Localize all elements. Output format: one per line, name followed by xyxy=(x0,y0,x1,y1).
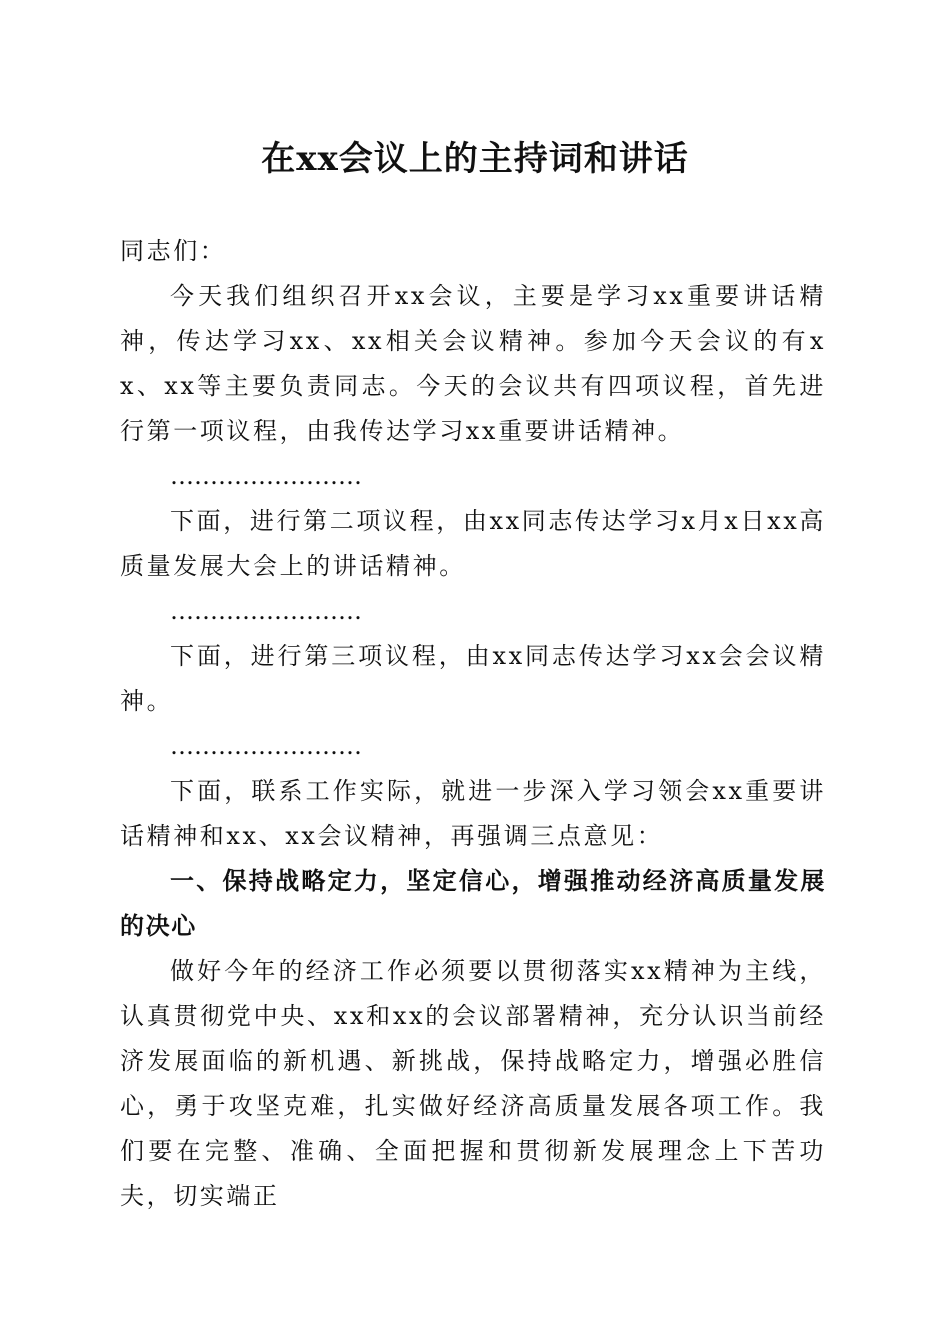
section-heading: 一、保持战略定力，坚定信心，增强推动经济高质量发展的决心 xyxy=(120,867,826,940)
document-title: 在xx会议上的主持词和讲话 xyxy=(261,139,689,179)
ellipsis-separator: …………………… xyxy=(170,597,362,625)
document-body xyxy=(120,229,826,1219)
paragraph-three-points: 下面，联系工作实际，就进一步深入学习领会xx重要讲话精神和xx、xx会议精神，再强调三点意见： xyxy=(120,777,826,850)
paragraph-agenda-two: 下面，进行第二项议程，由xx同志传达学习x月x日xx高质量发展大会上的讲话精神。 xyxy=(120,507,826,580)
greeting: 同志们： xyxy=(120,237,227,265)
paragraph-opening: 今天我们组织召开xx会议，主要是学习xx重要讲话精神，传达学习xx、xx相关会议精神。参加今天会议的有xx、xx等主要负责同志。今天的会议共有四项议程，首先进行第一项议程，由我传达学习xx重要讲话精神。 xyxy=(120,282,826,445)
section-paragraph: 做好今年的经济工作必须要以贯彻落实xx精神为主线，认真贯彻党中央、xx和xx的会议部署精神，充分认识当前经济发展面临的新机遇、新挑战，保持战略定力，增强必胜信心，勇于攻坚克难，扎实做好经济高质量发展各项工作。我们要在完整、准确、全面把握和贯彻新发展理念上下苦功夫，切实端正 xyxy=(120,957,826,1210)
ellipsis-separator: …………………… xyxy=(170,732,362,760)
ellipsis-separator: …………………… xyxy=(170,462,362,490)
paragraph-agenda-three: 下面，进行第三项议程，由xx同志传达学习xx会会议精神。 xyxy=(120,642,826,715)
